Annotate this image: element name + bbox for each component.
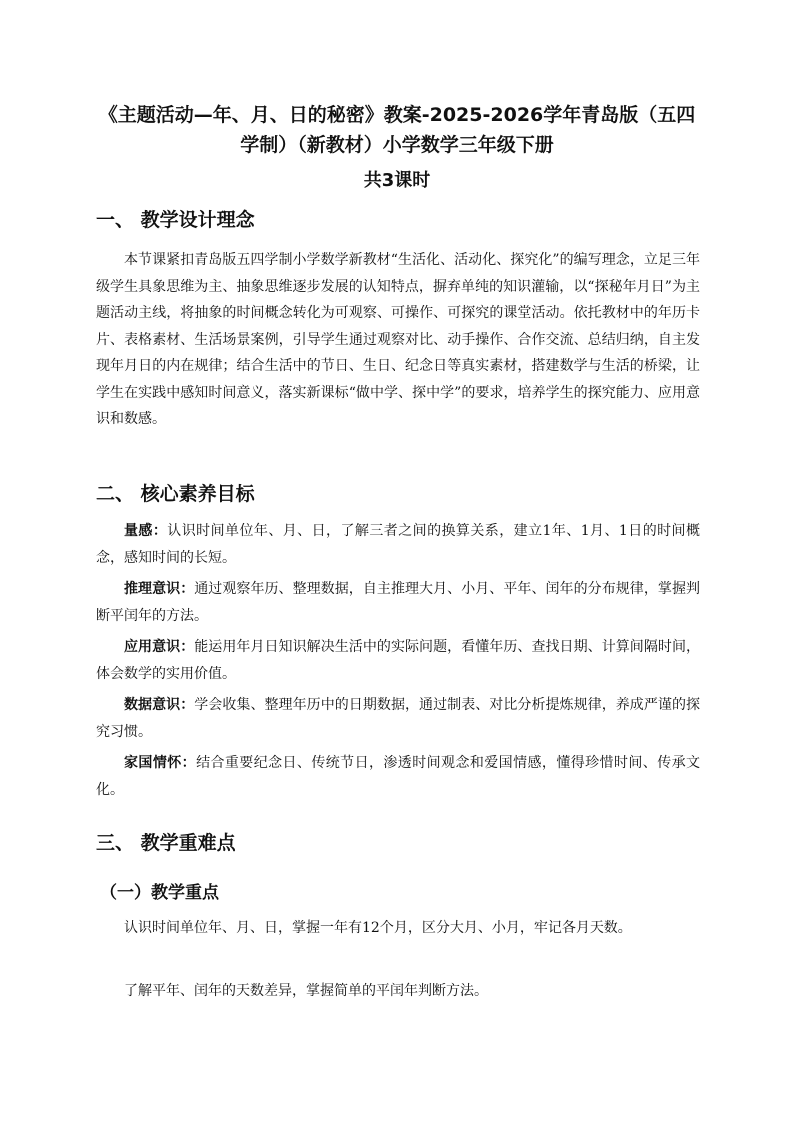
document-subtitle: 共3课时 [363, 170, 431, 191]
goal-item-application [96, 634, 700, 687]
document-title: 《主题活动—年、月、日的秘密》教案-2025-2026学年青岛版（五四学制）（新教材）小学数学三年级下册 [98, 104, 696, 156]
section-heading-core-goals: 二、 核心素养目标 [96, 483, 255, 505]
goal-text: 通过观察年历、整理数据，自主推理大月、小月、平年、闰年的分布规律，掌握判断平闰年的方法。 [96, 581, 700, 624]
key-point-paragraph-2: 了解平年、闰年的天数差异，掌握简单的平闰年判断方法。 [124, 983, 488, 999]
goal-term: 量感： [124, 523, 168, 539]
goal-item-data-awareness [96, 692, 700, 745]
goal-text: 学会收集、整理年历中的日期数据，通过制表、对比分析提炼规律，养成严谨的探究习惯。 [96, 697, 700, 740]
goal-term: 数据意识： [124, 697, 195, 713]
goal-text: 结合重要纪念日、传统节日，渗透时间观念和爱国情感，懂得珍惜时间、传承文化。 [96, 755, 701, 798]
goal-text: 认识时间单位年、月、日，了解三者之间的换算关系，建立1年、1月、1日的时间概念，感知时间的长短。 [96, 523, 700, 566]
goal-item-quantity-sense [96, 518, 700, 571]
goal-text: 能运用年月日知识解决生活中的实际问题，看懂年历、查找日期、计算间隔时间，体会数学的实用价值。 [96, 639, 700, 682]
title-block [90, 100, 704, 196]
goal-item-reasoning [96, 576, 700, 629]
goal-term: 推理意识： [124, 581, 195, 597]
goal-item-patriotism [96, 750, 700, 803]
key-point-paragraph-1: 认识时间单位年、月、日，掌握一年有12个月，区分大月、小月，牢记各月天数。 [124, 920, 632, 936]
goal-term: 应用意识： [124, 639, 195, 655]
goal-term: 家国情怀： [124, 755, 197, 771]
section-heading-key-difficult-points: 三、 教学重难点 [96, 832, 236, 854]
subsection-heading-key-points: （一）教学重点 [100, 883, 219, 903]
section-heading-design-philosophy: 一、 教学设计理念 [96, 209, 255, 231]
design-philosophy-paragraph: 本节课紧扣青岛版五四学制小学数学新教材“生活化、活动化、探究化”的编写理念，立足三年级学生具象思维为主、抽象思维逐步发展的认知特点，摒弃单纯的知识灌输，以“探秘年月日”为主题活动主线，将抽象的时间概念转化为可观察、可操作、可探究的课堂活动。依托教材中的年历卡片、表格素材、生活场景案例，引导学生通过观察对比、动手操作、合作交流、总结归纳，自主发现年月日的内在规律；结合生活中的节日、生日、纪念日等真实素材，搭建数学与生活的桥梁，让学生在实践中感知时间意义，落实新课标“做中学、探中学”的要求，培养学生的探究能力、应用意识和数感。 [96, 252, 700, 427]
